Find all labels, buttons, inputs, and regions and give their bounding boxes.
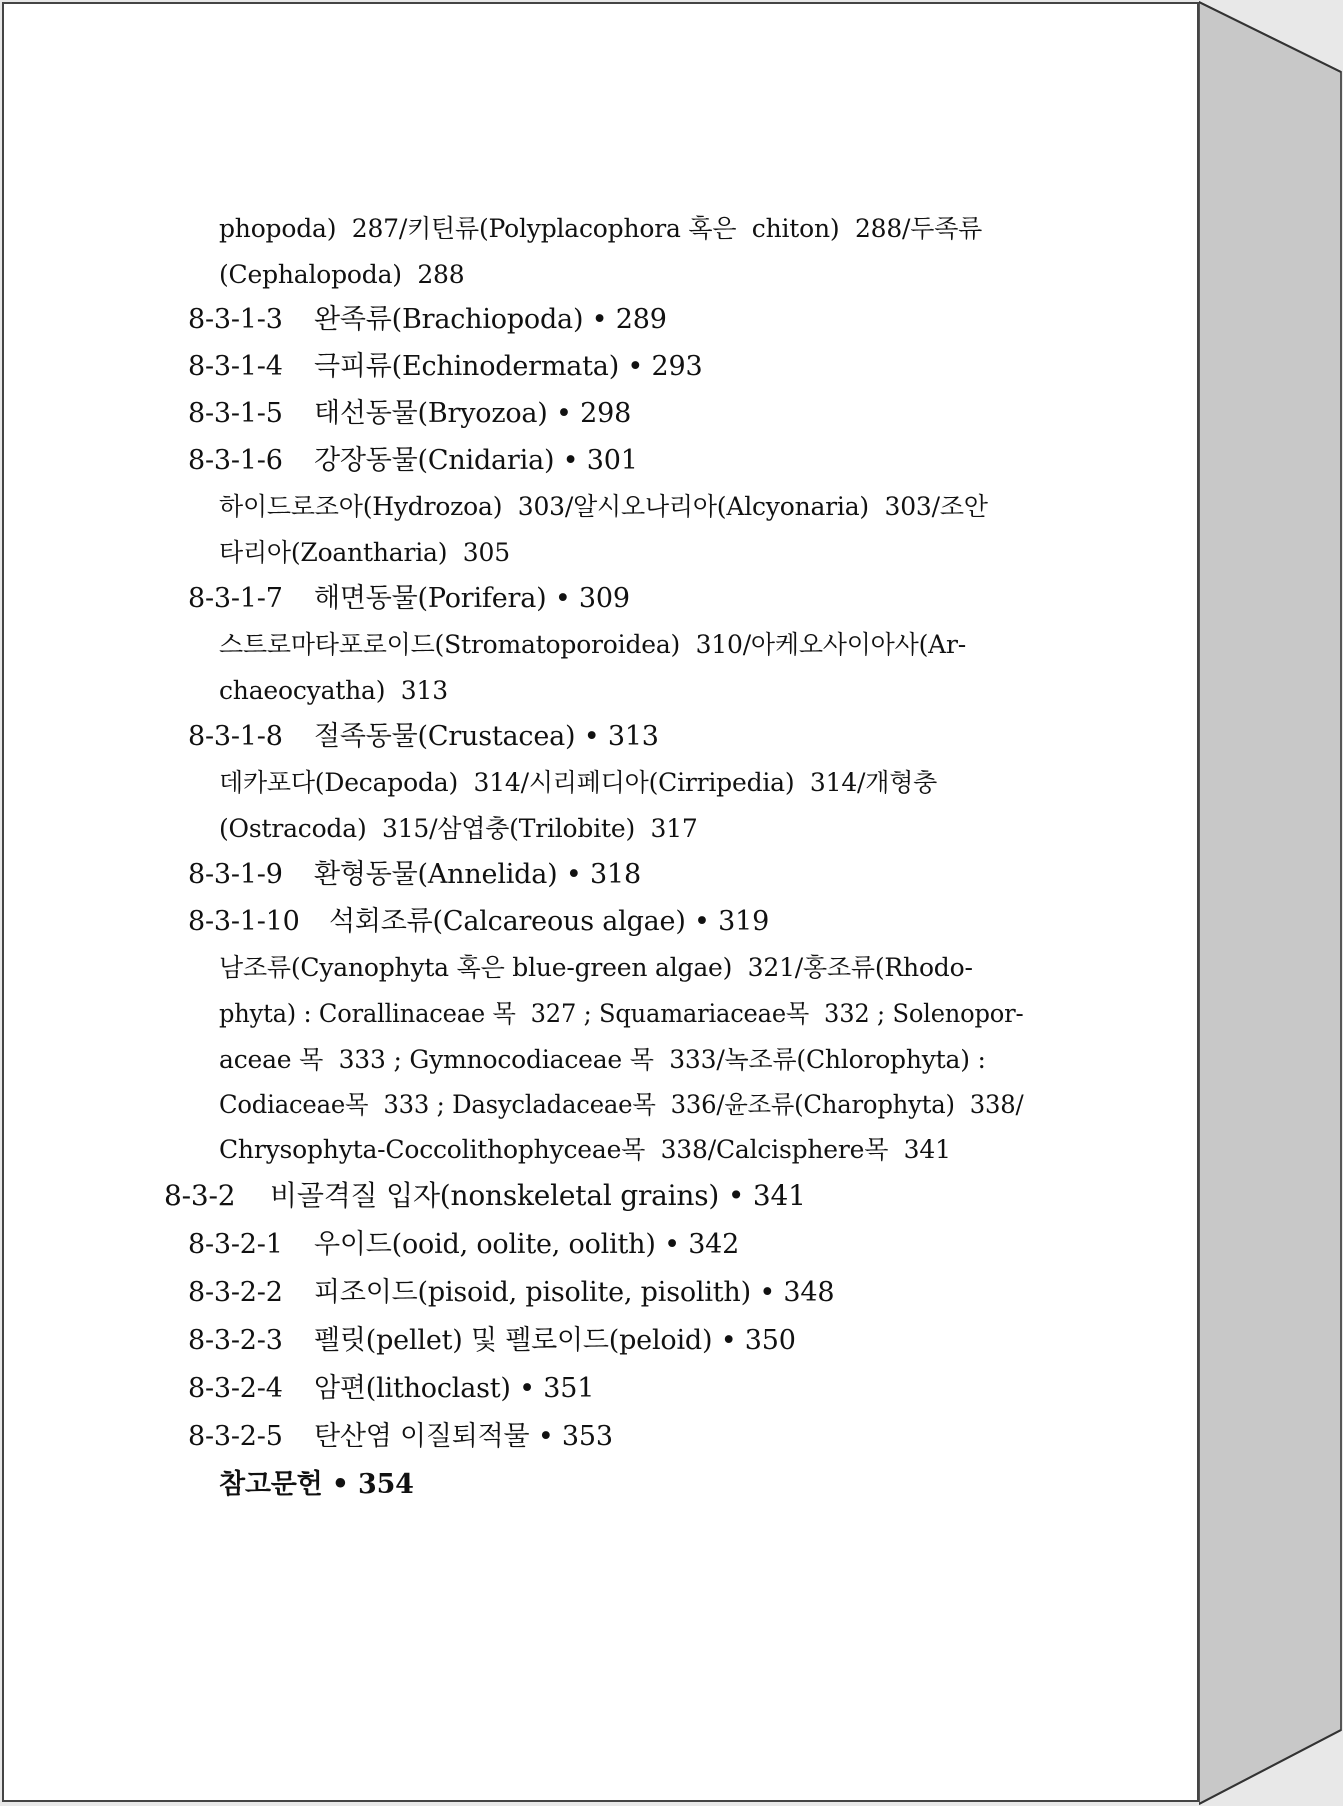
toc-line: 데카포다(Decapoda) 314/시리페디아(Cirripedia) 314/개형충 bbox=[219, 768, 938, 797]
section-number: 8-3-2-2 bbox=[188, 1277, 283, 1308]
toc-line: 남조류(Cyanophyta 혹은 blue-green algae) 321/홍조류(Rhodo- bbox=[219, 953, 973, 982]
book-spine-shadow bbox=[1199, 0, 1343, 1806]
toc-entry bbox=[188, 1325, 796, 1357]
section-number: 8-3-1-4 bbox=[188, 351, 283, 382]
toc-content bbox=[4, 4, 1201, 1804]
toc-line: chaeocyatha) 313 bbox=[219, 676, 448, 705]
toc-entry bbox=[164, 1180, 806, 1212]
section-title: 완족류(Brachiopoda) • 289 bbox=[314, 304, 667, 335]
section-number: 8-3-1-10 bbox=[188, 906, 300, 937]
section-number: 8-3-1-3 bbox=[188, 304, 283, 335]
section-number: 8-3-1-5 bbox=[188, 398, 283, 429]
section-title: 피조이드(pisoid, pisolite, pisolith) • 348 bbox=[314, 1277, 835, 1308]
toc-entry bbox=[188, 859, 641, 891]
toc-entry bbox=[188, 1421, 613, 1453]
toc-entry bbox=[188, 445, 638, 477]
toc-line: Codiaceae목 333 ; Dasycladaceae목 336/윤조류(Charophyta) 338/ bbox=[219, 1090, 1024, 1119]
toc-entry bbox=[188, 583, 630, 615]
section-title: 절족동물(Crustacea) • 313 bbox=[314, 721, 659, 752]
toc-entry bbox=[188, 721, 659, 753]
section-title: 탄산염 이질퇴적물 • 353 bbox=[314, 1421, 613, 1452]
toc-line: 스트로마타포로이드(Stromatoporoidea) 310/아케오사이아사(Ar- bbox=[219, 630, 966, 659]
section-title: 해면동물(Porifera) • 309 bbox=[314, 583, 630, 614]
section-number: 8-3-2-1 bbox=[188, 1229, 283, 1260]
section-number: 8-3-2-5 bbox=[188, 1421, 283, 1452]
section-number: 8-3-2 bbox=[164, 1179, 236, 1212]
section-title: 우이드(ooid, oolite, oolith) • 342 bbox=[314, 1229, 740, 1260]
toc-entry bbox=[188, 304, 667, 336]
section-title: 강장동물(Cnidaria) • 301 bbox=[314, 445, 638, 476]
section-title: 비골격질 입자(nonskeletal grains) • 341 bbox=[270, 1179, 806, 1212]
toc-line: (Ostracoda) 315/삼엽충(Trilobite) 317 bbox=[219, 814, 698, 843]
toc-line: (Cephalopoda) 288 bbox=[219, 260, 465, 289]
section-number: 8-3-2-4 bbox=[188, 1373, 283, 1404]
toc-line: aceae 목 333 ; Gymnocodiaceae 목 333/녹조류(Chlorophyta) : bbox=[219, 1045, 986, 1074]
toc-line: 하이드로조아(Hydrozoa) 303/알시오나리아(Alcyonaria) 303/조안 bbox=[219, 492, 988, 521]
toc-entry bbox=[188, 351, 702, 383]
toc-line: phyta) : Corallinaceae 목 327 ; Squamariaceae목 332 ; Solenopor- bbox=[219, 999, 1024, 1028]
section-number: 8-3-2-3 bbox=[188, 1325, 283, 1356]
toc-line: Chrysophyta-Coccolithophyceae목 338/Calcisphere목 341 bbox=[219, 1135, 951, 1164]
toc-entry bbox=[188, 1229, 739, 1261]
references-entry: 참고문헌 • 354 bbox=[219, 1469, 414, 1500]
section-title: 암편(lithoclast) • 351 bbox=[314, 1373, 595, 1404]
toc-entry bbox=[188, 1277, 834, 1309]
toc-line: 타리아(Zoantharia) 305 bbox=[219, 538, 510, 567]
section-title: 석회조류(Calcareous algae) • 319 bbox=[329, 906, 770, 937]
toc-entry bbox=[188, 1373, 594, 1405]
section-title: 펠릿(pellet) 및 펠로이드(peloid) • 350 bbox=[314, 1325, 796, 1356]
section-title: 극피류(Echinodermata) • 293 bbox=[314, 351, 703, 382]
section-number: 8-3-1-8 bbox=[188, 721, 283, 752]
book-page bbox=[2, 2, 1199, 1802]
toc-entry bbox=[188, 906, 769, 938]
section-title: 태선동물(Bryozoa) • 298 bbox=[314, 398, 632, 429]
section-title: 환형동물(Annelida) • 318 bbox=[314, 859, 641, 890]
section-number: 8-3-1-6 bbox=[188, 445, 283, 476]
toc-entry bbox=[188, 398, 631, 430]
section-number: 8-3-1-7 bbox=[188, 583, 283, 614]
section-number: 8-3-1-9 bbox=[188, 859, 283, 890]
toc-line: phopoda) 287/키틴류(Polyplacophora 혹은 chiton) 288/두족류 bbox=[219, 214, 983, 243]
